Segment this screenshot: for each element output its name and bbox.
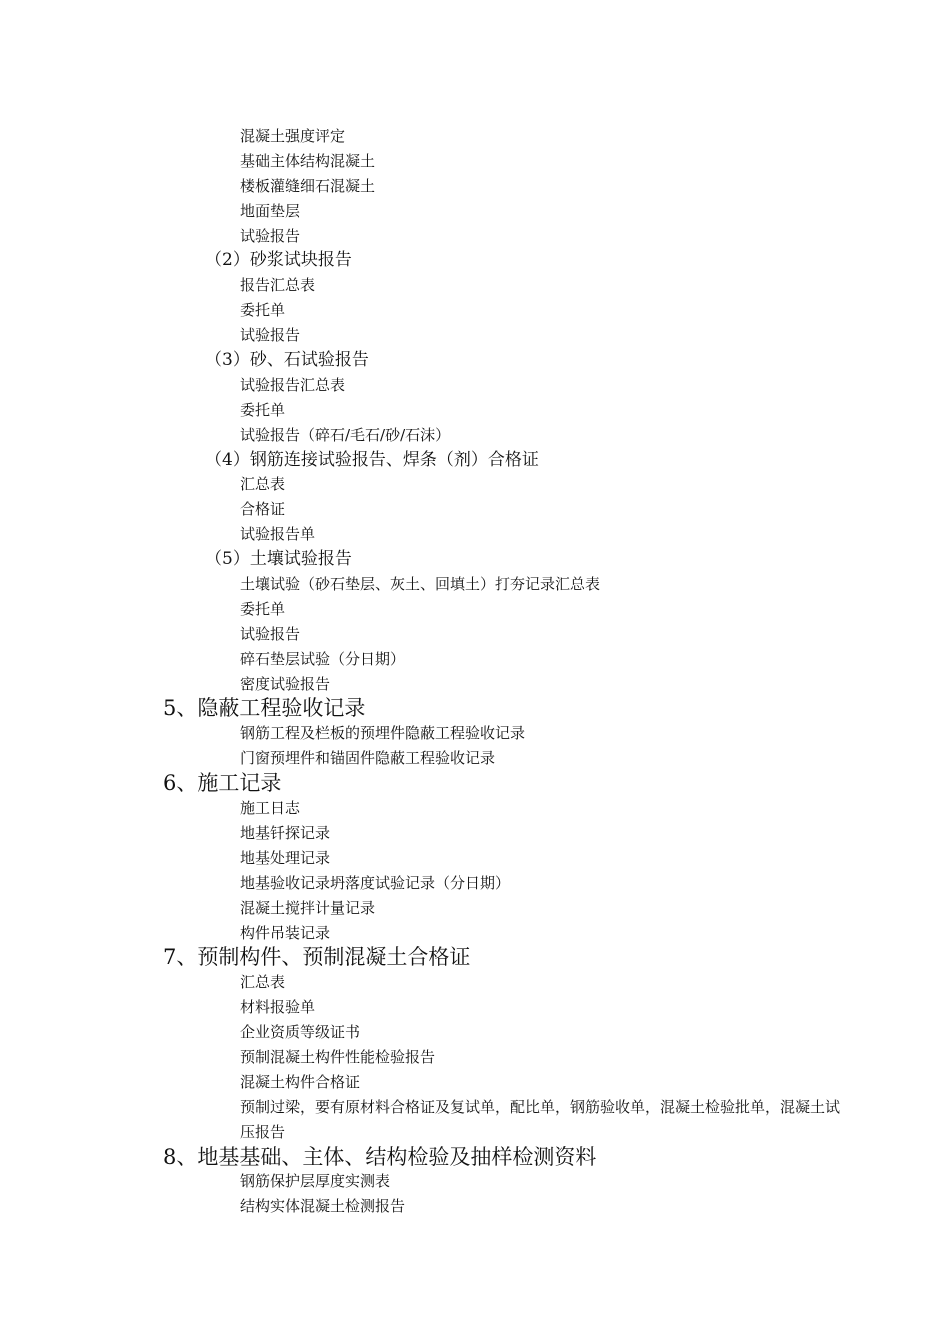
section-heading: 8、地基基础、主体、结构检验及抽样检测资料 (163, 1144, 597, 1169)
list-item: 企业资质等级证书 (240, 1023, 361, 1042)
list-item: 材料报验单 (240, 998, 316, 1017)
list-item: 钢筋工程及栏板的预埋件隐蔽工程验收记录 (240, 724, 526, 743)
list-item: 试验报告汇总表 (240, 375, 346, 394)
subsection-heading: （4）钢筋连接试验报告、焊条（剂）合格证 (205, 449, 539, 470)
list-item: 汇总表 (240, 475, 286, 494)
list-item: 施工日志 (240, 799, 301, 818)
list-item: 地基钎探记录 (240, 823, 331, 842)
list-item: 构件吊装记录 (240, 923, 331, 942)
list-item: 汇总表 (240, 973, 286, 992)
list-item: 结构实体混凝土检测报告 (240, 1197, 406, 1216)
list-item: 地基处理记录 (240, 848, 331, 867)
subsection-heading: （5）土壤试验报告 (205, 549, 352, 570)
list-item: 报告汇总表 (240, 276, 316, 295)
list-item: 混凝土强度评定 (240, 127, 346, 145)
list-item: 试验报告（碎石/毛石/砂/石沫） (240, 425, 451, 444)
section-heading: 6、施工记录 (163, 771, 282, 796)
list-item: 委托单 (240, 599, 286, 618)
list-item: 地基验收记录坍落度试验记录（分日期） (240, 873, 511, 892)
list-item: 楼板灌缝细石混凝土 (240, 176, 376, 195)
list-item: 委托单 (240, 400, 286, 419)
subsection-heading: （2）砂浆试块报告 (205, 250, 352, 271)
list-item: 门窗预埋件和锚固件隐蔽工程验收记录 (240, 749, 496, 768)
list-item: 混凝土搅拌计量记录 (240, 898, 376, 917)
list-item: 预制过梁，要有原材料合格证及复试单，配比单，钢筋验收单，混凝土检验批单，混凝土试压报告 (240, 1097, 841, 1141)
list-item: 试验报告 (240, 326, 301, 345)
list-item: 试验报告 (240, 226, 301, 245)
list-item: 预制混凝土构件性能检验报告 (240, 1047, 436, 1066)
list-item: 混凝土构件合格证 (240, 1072, 361, 1091)
list-item: 试验报告 (240, 624, 301, 643)
list-item: 土壤试验（砂石垫层、灰土、回填土）打夯记录汇总表 (240, 575, 601, 594)
list-item: 合格证 (240, 500, 286, 519)
document-body (0, 124, 950, 1219)
section-heading: 5、隐蔽工程验收记录 (163, 696, 366, 721)
list-item: 基础主体结构混凝土 (240, 151, 376, 170)
section-heading: 7、预制构件、预制混凝土合格证 (163, 945, 471, 970)
list-item: 试验报告单 (240, 525, 316, 544)
list-item: 碎石垫层试验（分日期） (240, 649, 406, 668)
list-item: 委托单 (240, 301, 286, 320)
list-item: 钢筋保护层厚度实测表 (240, 1172, 391, 1191)
list-item: 密度试验报告 (240, 674, 331, 693)
subsection-heading: （3）砂、石试验报告 (205, 350, 369, 371)
list-item: 地面垫层 (240, 201, 301, 220)
